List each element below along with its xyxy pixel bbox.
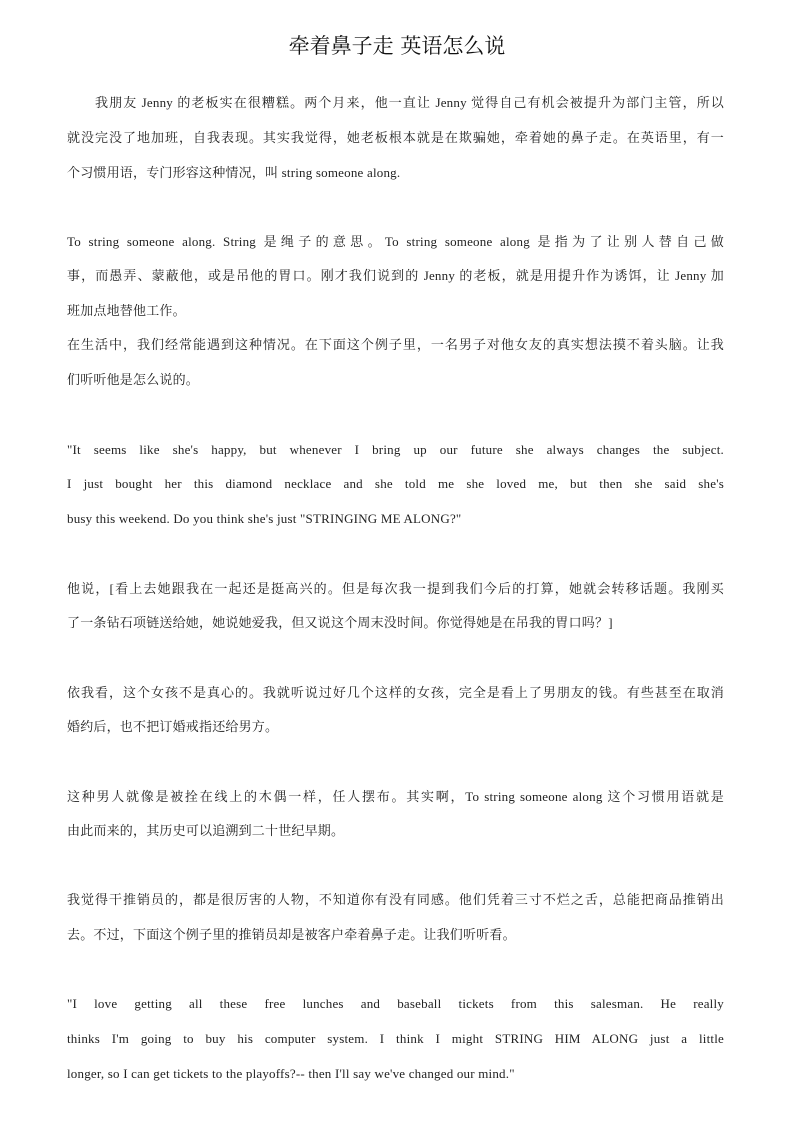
paragraph-line: 了一条钻石项链送给她，她说她爱我，但又说这个周末没时间。你觉得她是在吊我的胃口吗？] (67, 615, 613, 630)
paragraph-line: 们听听他是怎么说的。 (67, 372, 200, 387)
paragraph-line: 依我看，这个女孩不是真心的。我就听说过好几个这样的女孩，完全是看上了男朋友的钱。有些甚至在取消 (67, 685, 724, 700)
paragraph-line: 班加点地替他工作。 (67, 303, 186, 318)
paragraph-line: 去。不过，下面这个例子里的推销员却是被客户牵着鼻子走。让我们听听看。 (67, 927, 516, 942)
paragraph-line: 就没完没了地加班，自我表现。其实我觉得，她老板根本就是在欺骗她，牵着她的鼻子走。在英语里，有一 (67, 130, 724, 145)
paragraph-line: 我朋友 Jenny 的老板实在很糟糕。两个月来，他一直让 Jenny 觉得自己有机会被提升为部门主管，所以 (95, 95, 724, 110)
paragraph-line: 婚约后，也不把订婚戒指还给男方。 (67, 719, 279, 734)
paragraph-line: "I love getting all these free lunches and baseball tickets from this salesman. He really (67, 996, 724, 1011)
paragraph-line: 这种男人就像是被拴在线上的木偶一样，任人摆布。其实啊，To string someone along 这个习惯用语就是 (67, 789, 724, 804)
paragraph-line: To string someone along. String 是绳子的意思。To string someone along 是指为了让别人替自己做 (67, 234, 724, 249)
document-title: 牵着鼻子走 英语怎么说 (288, 34, 506, 58)
paragraph-line: 在生活中，我们经常能遇到这种情况。在下面这个例子里，一名男子对他女友的真实想法摸不着头脑。让我 (67, 337, 724, 352)
paragraph-line: longer, so I can get tickets to the playoffs?-- then I'll say we've changed our mind." (67, 1066, 515, 1081)
paragraph-line: 个习惯用语，专门形容这种情况，叫 string someone along. (67, 165, 401, 180)
paragraph-line: I just bought her this diamond necklace and she told me she loved me, but then she said she's (67, 476, 724, 491)
paragraph-line: 事，而愚弄、蒙蔽他，或是吊他的胃口。刚才我们说到的 Jenny 的老板，就是用提升作为诱饵，让 Jenny 加 (67, 268, 724, 283)
paragraph-line: thinks I'm going to buy his computer system. I think I might STRING HIM ALONG just a little (67, 1031, 724, 1046)
paragraph-line: 我觉得干推销员的，都是很厉害的人物，不知道你有没有同感。他们凭着三寸不烂之舌，总能把商品推销出 (67, 892, 724, 907)
paragraph-line: 他说，[看上去她跟我在一起还是挺高兴的。但是每次我一提到我们今后的打算，她就会转移话题。我刚买 (67, 581, 724, 596)
paragraph-line: "It seems like she's happy, but whenever I bring up our future she always changes the subject. (67, 442, 724, 457)
paragraph-line: 由此而来的，其历史可以追溯到二十世纪早期。 (67, 823, 345, 838)
paragraph-line: busy this weekend. Do you think she's just "STRINGING ME ALONG?" (67, 511, 462, 526)
